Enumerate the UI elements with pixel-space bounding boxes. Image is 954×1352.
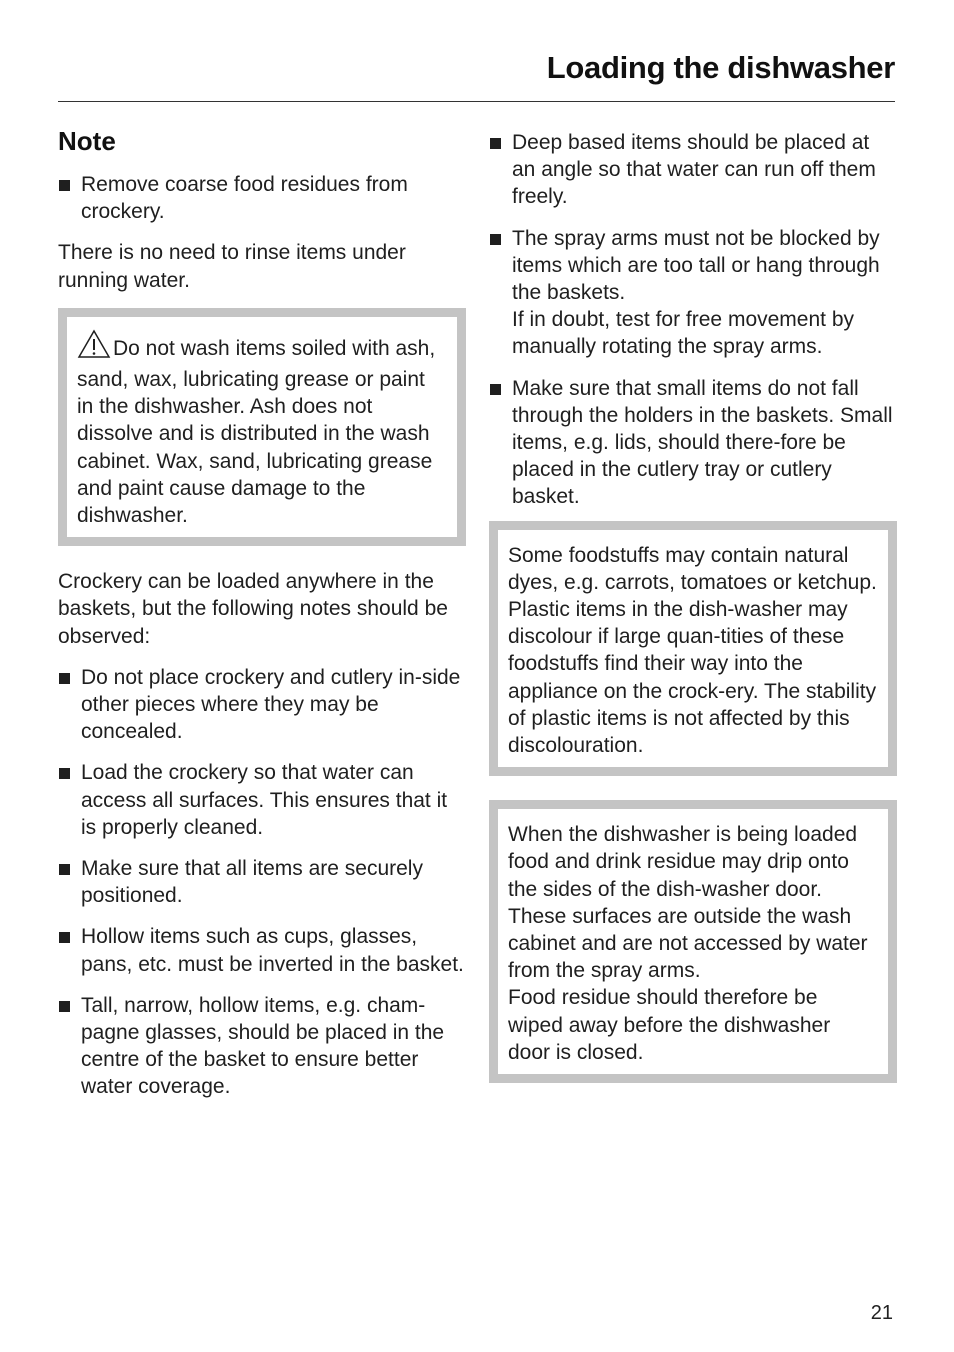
list-item: Deep based items should be placed at an angle so that water can run off them freely.	[489, 129, 897, 211]
square-bullet-icon	[59, 180, 70, 191]
page-title: Loading the dishwasher	[546, 50, 895, 85]
square-bullet-icon	[59, 1001, 70, 1012]
square-bullet-icon	[59, 932, 70, 943]
warning-triangle-icon	[77, 329, 111, 366]
header-divider	[58, 101, 895, 102]
note-heading: Note	[58, 126, 116, 156]
crockery-paragraph: Crockery can be loaded anywhere in the baskets, but the following notes should be observed:	[58, 570, 448, 648]
square-bullet-icon	[59, 768, 70, 779]
list-item: Make sure that all items are securely positioned.	[58, 855, 466, 909]
list-item: Load the crockery so that water can access all surfaces. This ensures that it is properly cleaned.	[58, 759, 466, 841]
list-item: Hollow items such as cups, glasses, pans, etc. must be inverted in the basket.	[58, 923, 466, 977]
info-text: Some foodstuffs may contain natural dyes, e.g. carrots, tomatoes or ketchup. Plastic items in the dish-washer may discolour if large quan-tities of these foodstuffs find their way into the appliance on the crock-ery. The stability of plastic items is not affected by this discolouration.	[508, 543, 877, 758]
right-column	[489, 120, 897, 1099]
list-item: Do not place crockery and cutlery in-side other pieces where they may be concealed.	[58, 664, 466, 746]
list-item: The spray arms must not be blocked by items which are too tall or hang through the baskets. If in doubt, test for free movement by manually rotating the spray arms.	[489, 225, 897, 361]
warning-text: Do not wash items soiled with ash, sand, wax, lubricating grease or paint in the dishwasher. Ash does not dissolve and is distributed in the wash cabinet. Wax, sand, lubricating grease and paint cause damage to the dishwasher.	[77, 336, 436, 528]
list-item: Make sure that small items do not fall through the holders in the baskets. Small items, e.g. lids, should there-fore be placed in the cutlery tray or cutlery basket.	[489, 375, 897, 511]
warning-text-block	[77, 329, 447, 529]
warning-box	[58, 308, 466, 546]
info-box-dyes	[489, 521, 897, 777]
page-number: 21	[870, 1302, 893, 1324]
list-item: Remove coarse food residues from crockery.	[58, 171, 466, 225]
info-text-line: These surfaces are outside the wash cabinet and are not accessed by water from the spray arms.	[508, 904, 868, 983]
list-item: Tall, narrow, hollow items, e.g. cham-pagne glasses, should be placed in the centre of the basket to ensure better water coverage.	[58, 992, 466, 1101]
left-column	[58, 120, 466, 1115]
info-text-line: When the dishwasher is being loaded food and drink residue may drip onto the sides of the dish-washer door.	[508, 823, 858, 901]
square-bullet-icon	[490, 138, 501, 149]
info-text-line: Food residue should therefore be wiped away before the dishwasher door is closed.	[508, 986, 831, 1064]
info-box-residue	[489, 800, 897, 1083]
square-bullet-icon	[490, 384, 501, 395]
square-bullet-icon	[59, 673, 70, 684]
square-bullet-icon	[490, 234, 501, 245]
rinse-paragraph: There is no need to rinse items under running water.	[58, 241, 406, 292]
square-bullet-icon	[59, 864, 70, 875]
